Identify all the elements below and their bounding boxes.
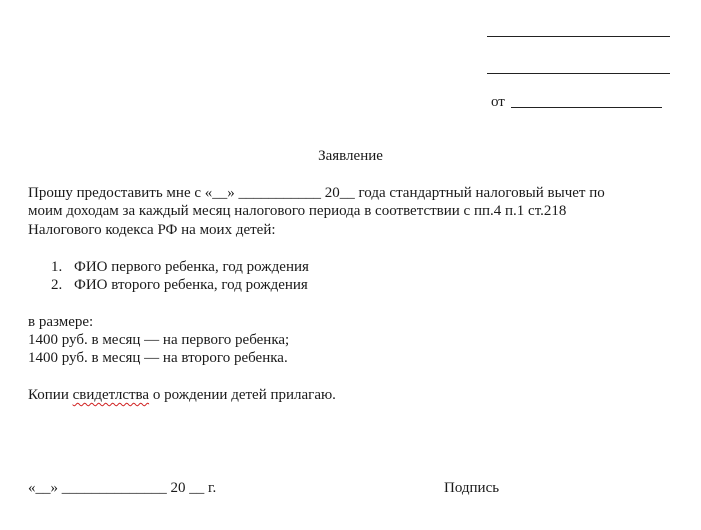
request-line-3: Налогового кодекса РФ на моих детей: [28, 222, 276, 238]
amount-label: в размере: [28, 314, 94, 330]
signature-label: Подпись [444, 480, 500, 496]
amount-second-child: 1400 руб. в месяц — на второго ребенка. [28, 350, 288, 366]
misspelled-word: свидетлства [72, 387, 150, 403]
copies-attached-text [28, 387, 336, 404]
copies-prefix: Копии [28, 387, 73, 403]
list-item: ФИО второго ребенка, год рождения [74, 277, 308, 293]
addressee-line-1 [487, 36, 670, 37]
list-item-number: 2. [51, 277, 63, 293]
from-line [511, 107, 662, 108]
copies-suffix: о рождении детей прилагаю. [149, 387, 336, 403]
addressee-line-2 [487, 73, 670, 74]
amount-first-child: 1400 руб. в месяц — на первого ребенка; [28, 332, 290, 348]
from-label: от [491, 94, 505, 110]
request-line-2: моим доходам за каждый месяц налогового периода в соответствии с пп.4 п.1 ст.218 [28, 203, 567, 219]
date-line: «__» ______________ 20 __ г. [28, 480, 217, 496]
request-line-1: Прошу предоставить мне с «__» ___________ 20__ года стандартный налоговый вычет по [28, 185, 605, 201]
list-item: ФИО первого ребенка, год рождения [74, 259, 309, 275]
list-item-number: 1. [51, 259, 63, 275]
document-title: Заявление [318, 148, 383, 164]
